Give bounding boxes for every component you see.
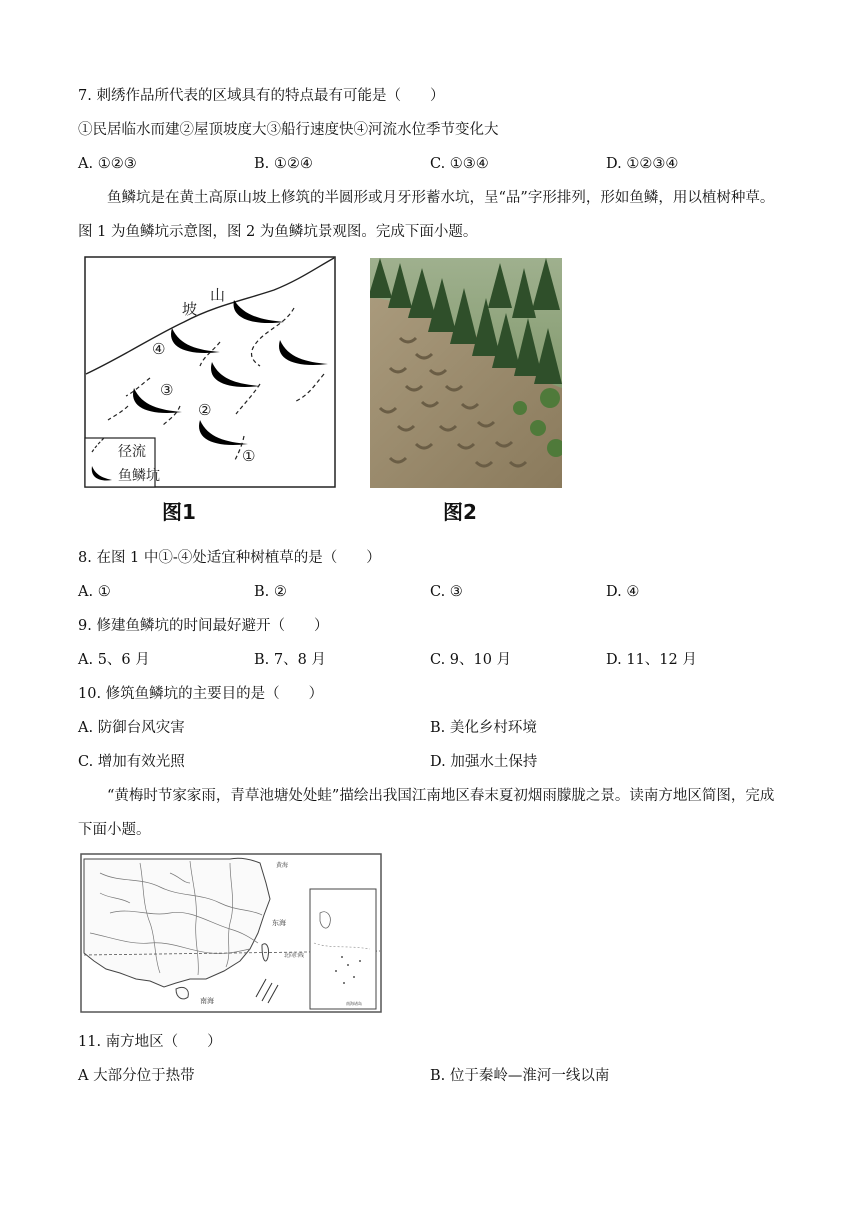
q9-stem: 9. 修建鱼鳞坑的时间最好避开（ ） <box>78 618 329 634</box>
label-po: 坡 <box>182 300 198 318</box>
q9-option-b: B. 7、8 月 <box>254 652 326 668</box>
q10-stem: 10. 修筑鱼鳞坑的主要目的是（ ） <box>78 686 324 702</box>
q7-option-d: D. ①②③④ <box>606 156 679 172</box>
marker-1: ① <box>242 447 256 465</box>
marker-3: ③ <box>160 381 174 399</box>
southern-china-map <box>80 853 382 1013</box>
intro-paragraph-southern-region: “黄梅时节家家雨，青草池塘处处蛙”描绘出我国江南地区春末夏初烟雨朦胧之景。读南方地区简图，完成下面小题。 <box>78 788 775 838</box>
figure2-caption: 图2 <box>443 500 477 524</box>
q7-option-a: A. ①②③ <box>78 156 137 172</box>
q11-option-b: B. 位于秦岭—淮河一线以南 <box>430 1068 610 1084</box>
label-south-sea: 南海 <box>200 997 214 1005</box>
label-yellow-sea: 黄海 <box>276 862 289 869</box>
q8-stem: 8. 在图 1 中①-④处适宜种树植草的是（ ） <box>78 550 381 566</box>
q9-option-c: C. 9、10 月 <box>430 652 512 668</box>
label-shan: 山 <box>210 286 226 304</box>
q11-stem: 11. 南方地区（ ） <box>78 1034 222 1050</box>
q7-stem: 7. 刺绣作品所代表的区域具有的特点最有可能是（ ） <box>78 88 445 104</box>
q8-option-a: A. ① <box>78 584 111 600</box>
label-east-sea: 东海 <box>272 919 286 927</box>
q10-option-a: A. 防御台风灾害 <box>78 720 185 736</box>
q8-option-c: C. ③ <box>430 584 463 600</box>
figure1-caption: 图1 <box>162 500 196 524</box>
q10-option-c: C. 增加有效光照 <box>78 754 185 770</box>
q8-option-b: B. ② <box>254 584 287 600</box>
label-tropic: 北回归线 <box>284 953 305 959</box>
q10-option-d: D. 加强水土保持 <box>430 754 538 770</box>
q9-option-a: A. 5、6 月 <box>78 652 150 668</box>
q11-option-a: A 大部分位于热带 <box>78 1068 195 1084</box>
figure2-photo <box>370 258 562 488</box>
q7-statements: ①民居临水而建②屋顶坡度大③船行速度快④河流水位季节变化大 <box>78 122 499 138</box>
q10-option-b: B. 美化乡村环境 <box>430 720 537 736</box>
marker-2: ② <box>198 401 212 419</box>
marker-4: ④ <box>152 340 166 358</box>
label-inset: 南海诸岛 <box>346 1001 362 1006</box>
q9-option-d: D. 11、12 月 <box>606 652 697 668</box>
legend-runoff: 径流 <box>118 444 146 460</box>
intro-paragraph-fish-scale-pits: 鱼鳞坑是在黄土高原山坡上修筑的半圆形或月牙形蓄水坑，呈“品”字形排列，形如鱼鳞，用以植树种草。图 1 为鱼鳞坑示意图，图 2 为鱼鳞坑景观图。完成下面小题。 <box>78 190 775 240</box>
q7-option-b: B. ①②④ <box>254 156 313 172</box>
figure1-schematic <box>84 256 336 488</box>
q7-option-c: C. ①③④ <box>430 156 489 172</box>
legend-pit: 鱼鳞坑 <box>118 468 160 484</box>
q8-option-d: D. ④ <box>606 584 640 600</box>
